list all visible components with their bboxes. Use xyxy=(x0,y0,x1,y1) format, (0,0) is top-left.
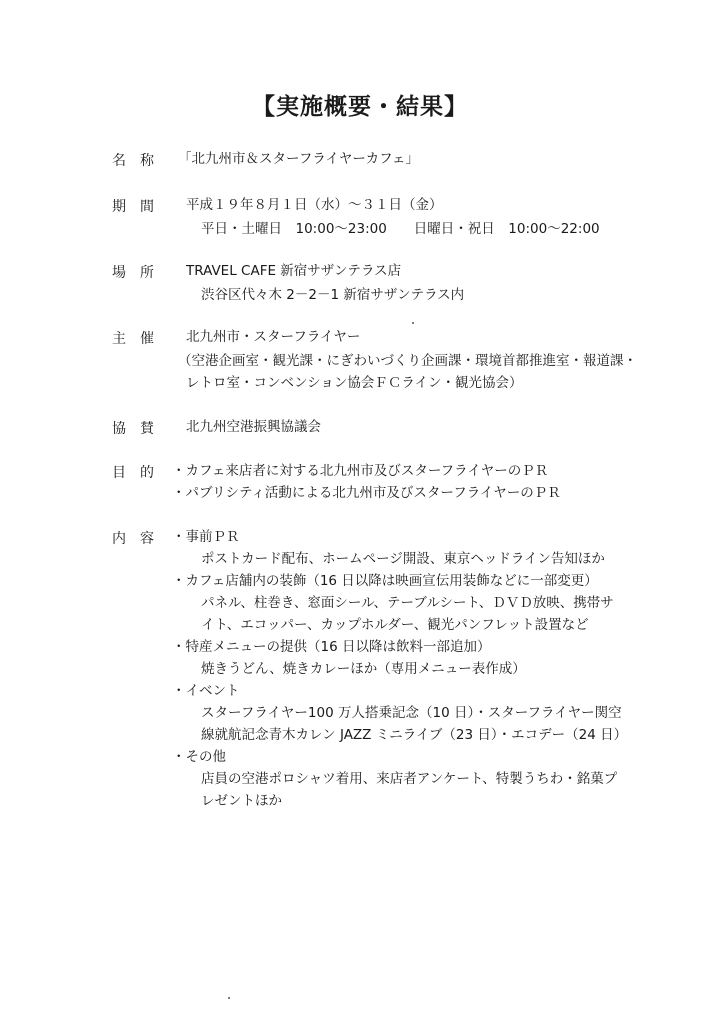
organizer-depts-1: （空港企画室・観光課・にぎわいづくり企画課・環境首都推進室・報道課・ xyxy=(178,353,637,369)
name-value: 「北九州市＆スターフライヤーカフェ」 xyxy=(178,151,419,167)
label-place: 場 所 xyxy=(112,265,154,281)
sponsor-value: 北九州空港振興協議会 xyxy=(186,419,321,435)
content-heading-pr: ・事前ＰＲ xyxy=(172,529,240,545)
place-address: 渋谷区代々木 2－2－1 新宿サザンテラス内 xyxy=(201,287,465,303)
content-decor-detail-2: イト、エコッパー、カップホルダー、観光パンフレット設置など xyxy=(201,617,589,633)
content-other-detail-1: 店員の空港ポロシャツ着用、来店者アンケート、特製うちわ・銘菓プ xyxy=(201,771,618,787)
content-event-detail-1: スターフライヤー100 万人搭乗記念（10 日）・スターフライヤー関空 xyxy=(201,705,622,721)
period-hours: 平日・土曜日 10:00～23:00 日曜日・祝日 10:00～22:00 xyxy=(201,221,600,237)
label-purpose: 目 的 xyxy=(112,465,154,481)
label-name: 名 称 xyxy=(112,153,154,169)
organizer-depts-2: レトロ室・コンベンション協会ＦＣライン・観光協会） xyxy=(186,375,523,391)
content-menu-detail: 焼きうどん、焼きカレーほか（専用メニュー表作成） xyxy=(201,661,526,677)
label-period: 期 間 xyxy=(112,199,154,215)
purpose-item-1: ・カフェ来店者に対する北九州市及びスターフライヤーのＰＲ xyxy=(172,463,549,479)
period-dates: 平成１９年８月１日（水）～３１日（金） xyxy=(186,197,443,213)
content-heading-other: ・その他 xyxy=(172,749,226,765)
scan-speck xyxy=(412,322,414,324)
content-pr-detail: ポストカード配布、ホームページ開設、東京ヘッドライン告知ほか xyxy=(201,551,605,567)
content-other-detail-2: レゼントほか xyxy=(201,793,282,809)
label-sponsor: 協 賛 xyxy=(112,421,154,437)
content-heading-event: ・イベント xyxy=(172,683,240,699)
content-decor-detail-1: パネル、柱巻き、窓面シール、テーブルシート、ＤＶＤ放映、携帯サ xyxy=(201,595,614,611)
content-event-detail-2: 線就航記念青木カレン JAZZ ミニライブ（23 日）・エコデー（24 日） xyxy=(201,727,628,743)
scan-speck xyxy=(228,997,230,999)
place-venue: TRAVEL CAFE 新宿サザンテラス店 xyxy=(186,263,402,279)
organizer-main: 北九州市・スターフライヤー xyxy=(186,329,361,345)
label-content: 内 容 xyxy=(112,531,154,547)
purpose-item-2: ・パブリシティ活動による北九州市及びスターフライヤーのＰＲ xyxy=(172,485,561,501)
page-title: 【実施概要・結果】 xyxy=(252,94,468,120)
content-heading-decor: ・カフェ店舗内の装飾（16 日以降は映画宣伝用装飾などに一部変更） xyxy=(172,573,598,589)
label-organizer: 主 催 xyxy=(112,331,154,347)
content-heading-menu: ・特産メニューの提供（16 日以降は飲料一部追加） xyxy=(172,639,491,655)
